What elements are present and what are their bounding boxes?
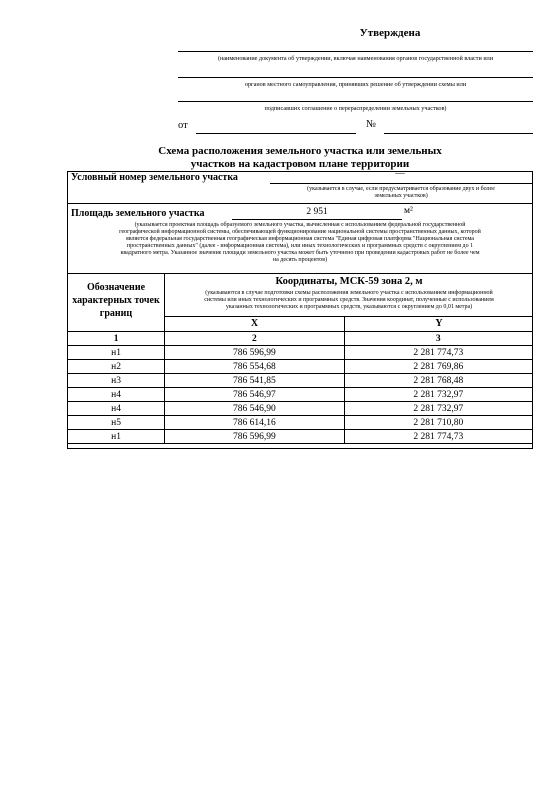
table-row — [68, 388, 533, 402]
coordinates-table — [67, 331, 533, 444]
y-cell: 2 281 769,86 — [344, 360, 532, 374]
approval-line-2 — [178, 77, 533, 78]
number-line — [384, 133, 533, 134]
column-number-row — [68, 332, 533, 346]
x-cell: 786 596,99 — [165, 346, 344, 360]
x-cell: 786 546,97 — [165, 388, 344, 402]
coords-header: Координаты, МСК-59 зона 2, м — [275, 276, 423, 287]
divider-2 — [67, 273, 533, 274]
column-number: 2 — [165, 332, 344, 346]
y-cell: 2 281 768,48 — [344, 374, 532, 388]
conditional-number-note — [270, 186, 532, 200]
y-label: Y — [435, 318, 443, 329]
coords-note-line: системы или иных технологических и программных средств. Значения координат, полученные с использованием — [204, 297, 494, 303]
y-cell: 2 281 774,73 — [344, 430, 532, 444]
approval-note-1: (наименование документа об утверждении, включая наименования органов государственной власти или — [217, 55, 494, 62]
approval-line-1 — [178, 51, 533, 52]
point-cell: н3 — [68, 374, 165, 388]
divider-1 — [67, 203, 533, 204]
coords-subheader-line — [164, 316, 533, 317]
conditional-number-value: — — [395, 169, 405, 179]
column-number: 3 — [344, 332, 532, 346]
y-cell: 2 281 710,80 — [344, 416, 532, 430]
y-cell: 2 281 732,97 — [344, 388, 532, 402]
point-cell: н2 — [68, 360, 165, 374]
point-cell: н4 — [68, 388, 165, 402]
approval-title: Утверждена — [359, 27, 421, 39]
table-row — [68, 416, 533, 430]
table-row — [68, 402, 533, 416]
area-note-line: географической информационной системы, обеспечивающей функционирование национальной системы пространственных данных, которой — [119, 229, 481, 235]
points-header: Обозначение характерных точек границ — [72, 282, 160, 319]
area-label: Площадь земельного участка — [71, 208, 205, 219]
conditional-number-label: Условный номер земельного участка — [71, 172, 238, 183]
coords-note-line: (указываются в случае подготовки схемы расположения земельного участка с использованием информационной — [205, 290, 493, 296]
area-note-line: пространственных данных" (далее - информационная система), или иных технологических и программных средств с округлением до 1 — [126, 243, 474, 249]
y-cell: 2 281 774,73 — [344, 346, 532, 360]
x-label: X — [250, 318, 259, 329]
approval-note-3: подписавших соглашение о перераспределении земельных участков) — [264, 105, 447, 112]
area-value: 2 951 — [306, 207, 328, 217]
point-cell: н5 — [68, 416, 165, 430]
area-note-line: (указывается проектная площадь образуемого земельного участка, вычисленная с использованием федеральной государственной — [134, 222, 466, 228]
from-line — [196, 133, 356, 134]
area-unit: м² — [404, 206, 413, 216]
number-label: № — [366, 119, 377, 130]
coords-note — [166, 290, 532, 311]
coordinates-table-body — [68, 332, 533, 444]
x-cell: 786 596,99 — [165, 430, 344, 444]
table-row — [68, 430, 533, 444]
x-cell: 786 546,90 — [165, 402, 344, 416]
table-row — [68, 374, 533, 388]
table-row — [68, 346, 533, 360]
approval-note-2: органов местного самоуправления, принявших решение об утверждении схемы или — [244, 81, 467, 88]
point-cell: н1 — [68, 346, 165, 360]
x-cell: 786 554,68 — [165, 360, 344, 374]
from-label: от — [178, 120, 188, 131]
x-cell: 786 614,16 — [165, 416, 344, 430]
table-row — [68, 360, 533, 374]
x-cell: 786 541,85 — [165, 374, 344, 388]
area-note — [70, 222, 530, 264]
conditional-number-line — [270, 183, 532, 184]
y-cell: 2 281 732,97 — [344, 402, 532, 416]
area-note-line: на десять процентов) — [272, 257, 328, 263]
conditional-number-note-2: земельных участков) — [374, 193, 428, 199]
document-title — [100, 145, 500, 171]
point-cell: н1 — [68, 430, 165, 444]
approval-line-3 — [178, 101, 533, 102]
document-title-line-2: участков на кадастровом плане территории — [190, 158, 410, 170]
document-title-line-1: Схема расположения земельного участка или земельных — [158, 145, 442, 157]
area-line — [232, 219, 402, 220]
column-number: 1 — [68, 332, 165, 346]
point-cell: н4 — [68, 402, 165, 416]
conditional-number-note-1: (указывается в случае, если предусматривается образование двух и более — [307, 186, 495, 192]
area-note-line: является федеральная государственная географическая информационная система "Единая цифровая платформа "Национальная система — [126, 236, 474, 242]
coords-note-line: указанных технологических и программных средств, указываются с округлением до 0,01 метра) — [225, 304, 473, 310]
area-note-line: квадратного метра. Указанное значение площади земельного участка может быть уточнено при проведении кадастровых работ не более чем — [120, 250, 480, 256]
